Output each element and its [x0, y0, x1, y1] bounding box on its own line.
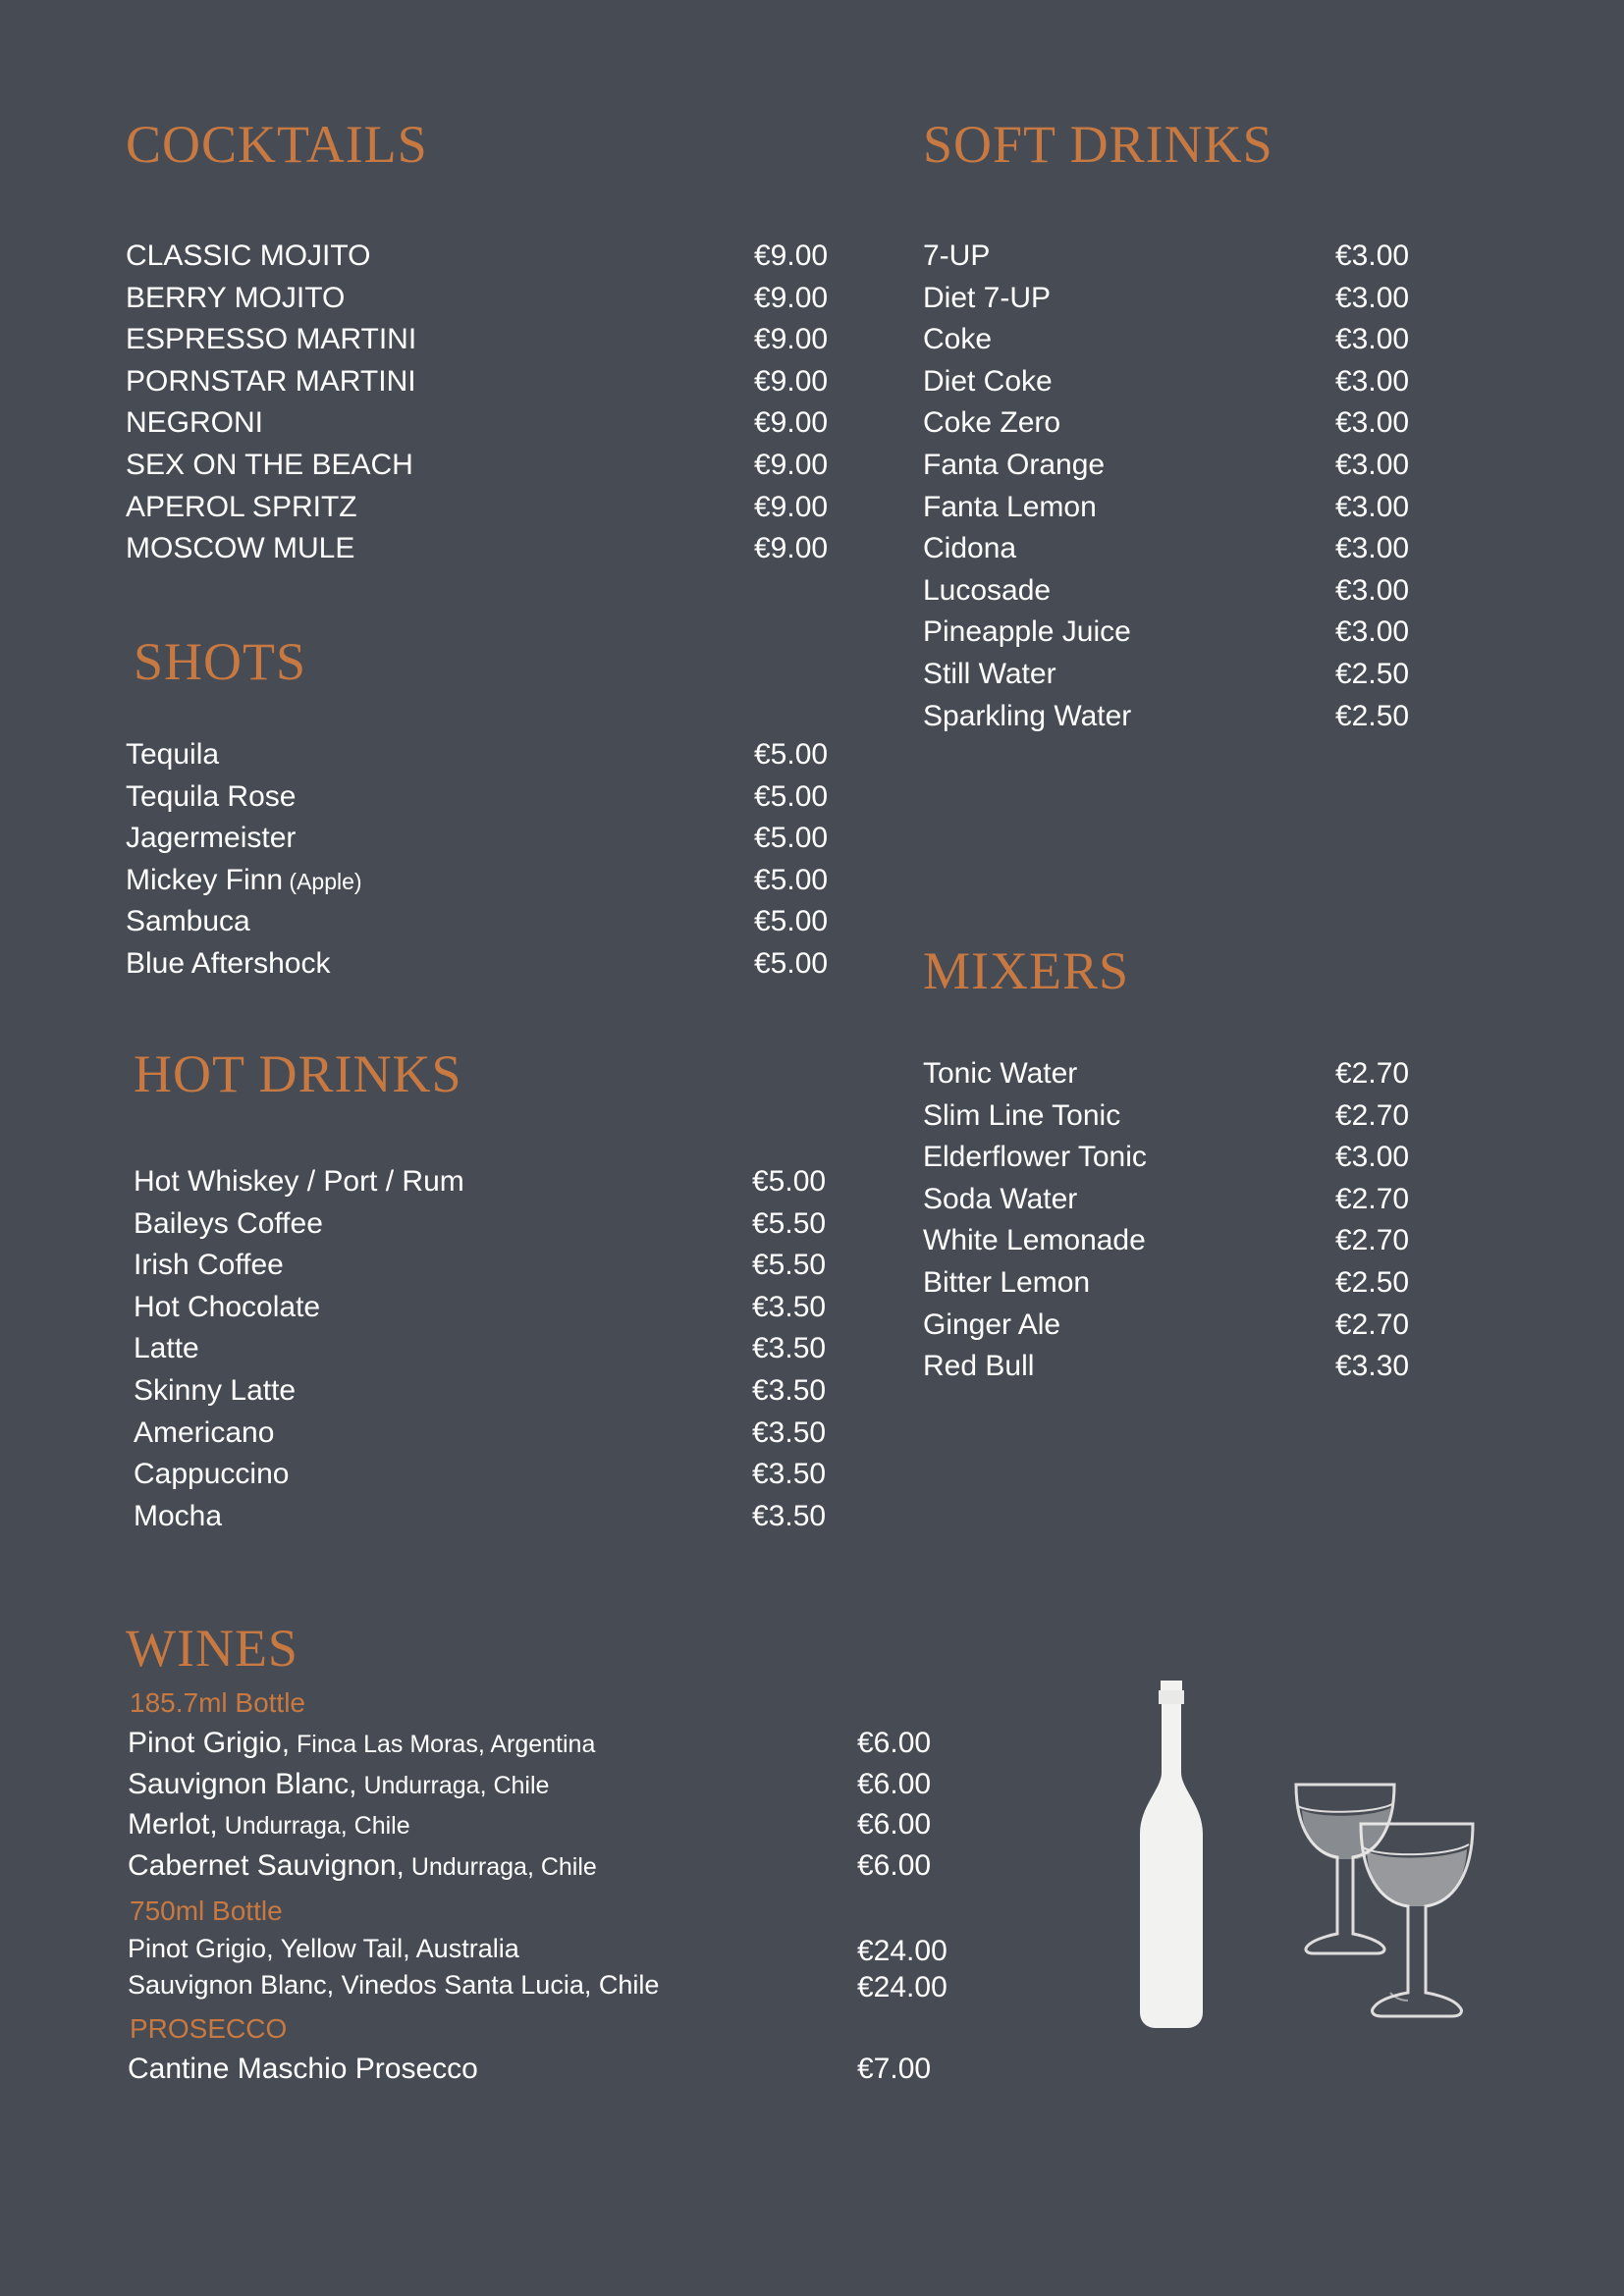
wine-item-row: [126, 1723, 990, 1763]
wines-group-heading: PROSECCO: [130, 2013, 288, 2045]
mixers-list: [923, 1053, 1434, 1388]
menu-item-price: €3.00: [1335, 323, 1410, 356]
menu-item-price: €3.50: [752, 1499, 827, 1532]
menu-item-row: [134, 1161, 827, 1203]
menu-item-price: €9.00: [754, 406, 829, 440]
wine-item-price: €24.00: [857, 1971, 947, 2004]
wine-item-row: [126, 2049, 990, 2089]
hot-drinks-list: [134, 1161, 827, 1537]
wine-item-name: Cabernet Sauvignon,: [128, 1848, 405, 1882]
menu-item-row: [134, 1413, 827, 1455]
menu-item-row: [923, 1262, 1434, 1305]
menu-item-name: MOSCOW MULE: [126, 532, 355, 565]
menu-item-name: Lucosade: [923, 573, 1052, 607]
menu-item-row: [923, 570, 1434, 613]
wine-item-name: Pinot Grigio, Yellow Tail, Australia: [128, 1933, 519, 1963]
menu-item-name: Red Bull: [923, 1350, 1035, 1383]
wine-item-price: €7.00: [857, 2053, 932, 2086]
section-title-wines: WINES: [126, 1619, 298, 1678]
menu-item-row: [126, 236, 829, 278]
menu-item-price: €9.00: [754, 490, 829, 523]
menu-item-name: Ginger Ale: [923, 1308, 1061, 1341]
wines-groups: [126, 1687, 990, 2089]
menu-item-price: €3.00: [1335, 532, 1410, 565]
menu-item-price: €5.00: [754, 822, 829, 855]
wines-section: [126, 1620, 990, 2090]
menu-item-name: Americano: [134, 1415, 275, 1449]
menu-item-price: €2.70: [1335, 1098, 1410, 1132]
menu-item-row: [923, 402, 1434, 445]
menu-item-row: [126, 528, 829, 570]
menu-item-price: €9.00: [754, 281, 829, 314]
menu-item-price: €3.00: [1335, 448, 1410, 481]
menu-item-name: Hot Whiskey / Port / Rum: [134, 1165, 464, 1198]
menu-item-name: Bitter Lemon: [923, 1265, 1091, 1299]
menu-item-name: APEROL SPRITZ: [126, 490, 357, 523]
menu-item-row: [134, 1245, 827, 1287]
menu-item-price: €3.50: [752, 1332, 827, 1365]
menu-item-name: SEX ON THE BEACH: [126, 448, 413, 481]
menu-item-row: [126, 487, 829, 529]
shots-list: [126, 734, 829, 986]
menu-item-row: [126, 776, 829, 819]
menu-item-name: Coke Zero: [923, 406, 1061, 440]
menu-item-row: [134, 1454, 827, 1496]
menu-item-row: [126, 445, 829, 487]
menu-item-price: €9.00: [754, 532, 829, 565]
menu-item-row: [923, 361, 1434, 403]
wine-item-name: Sauvignon Blanc, Vinedos Santa Lucia, Chile: [128, 1970, 660, 2001]
menu-item-name: PORNSTAR MARTINI: [126, 364, 416, 398]
menu-item-name: Skinny Latte: [134, 1373, 297, 1407]
menu-item-row: [923, 1053, 1434, 1095]
menu-item-price: €9.00: [754, 323, 829, 356]
menu-item-price: €2.50: [1335, 1265, 1410, 1299]
menu-item-name: Sparkling Water: [923, 699, 1132, 732]
menu-item-name: Latte: [134, 1332, 199, 1365]
menu-item-price: €3.00: [1335, 406, 1410, 440]
menu-item-row: [923, 1095, 1434, 1138]
section-title-cocktails: COCKTAILS: [126, 115, 428, 174]
menu-item-name: Soda Water: [923, 1182, 1078, 1215]
menu-item-name: Blue Aftershock: [126, 946, 331, 980]
menu-item-row: [126, 860, 829, 902]
menu-item-name: Irish Coffee: [134, 1249, 284, 1282]
menu-item-row: [923, 278, 1434, 320]
wine-item-name: Merlot,: [128, 1808, 218, 1842]
menu-item-price: €5.50: [752, 1206, 827, 1240]
wine-item-row: [126, 1967, 990, 2003]
menu-item-name: Tequila: [126, 738, 220, 771]
wine-item-description: Finca Las Moras, Argentina: [290, 1731, 596, 1759]
wine-item-name: Pinot Grigio,: [128, 1727, 291, 1760]
menu-item-name: White Lemonade: [923, 1224, 1146, 1257]
menu-item-price: €3.50: [752, 1373, 827, 1407]
menu-item-row: [923, 319, 1434, 361]
menu-item-price: €2.70: [1335, 1182, 1410, 1215]
menu-item-row: [134, 1287, 827, 1329]
section-title-hot-drinks: HOT DRINKS: [134, 1044, 462, 1103]
menu-item-row: [134, 1370, 827, 1413]
menu-item-row: [923, 1220, 1434, 1262]
menu-item-price: €3.00: [1335, 490, 1410, 523]
section-title-mixers: MIXERS: [923, 941, 1130, 1000]
wine-item-price: €6.00: [857, 1848, 932, 1882]
menu-item-name: Elderflower Tonic: [923, 1141, 1147, 1174]
wine-item-price: €6.00: [857, 1767, 932, 1800]
menu-item-row: [126, 278, 829, 320]
menu-item-row: [923, 654, 1434, 696]
soft-drinks-list: [923, 236, 1434, 737]
menu-item-name: BERRY MOJITO: [126, 281, 346, 314]
menu-item-name: NEGRONI: [126, 406, 264, 440]
wine-item-row: [126, 1804, 990, 1844]
menu-item-name: Diet Coke: [923, 364, 1053, 398]
menu-item-note: (Apple): [283, 868, 362, 894]
menu-item-row: [126, 361, 829, 403]
menu-item-name: Still Water: [923, 657, 1056, 690]
menu-item-name: Diet 7-UP: [923, 281, 1052, 314]
menu-item-row: [134, 1496, 827, 1538]
menu-item-row: [923, 445, 1434, 487]
wines-group-heading: 750ml Bottle: [130, 1895, 283, 1926]
menu-item-price: €3.00: [1335, 573, 1410, 607]
menu-item-row: [923, 1179, 1434, 1221]
menu-item-row: [126, 901, 829, 943]
menu-item-price: €2.50: [1335, 657, 1410, 690]
menu-item-row: [923, 612, 1434, 654]
menu-item-price: €9.00: [754, 364, 829, 398]
menu-item-row: [923, 236, 1434, 278]
wine-item-description: Undurraga, Chile: [404, 1852, 597, 1881]
menu-item-name: Cidona: [923, 532, 1017, 565]
menu-item-row: [126, 319, 829, 361]
menu-item-name: Fanta Orange: [923, 448, 1106, 481]
menu-item-price: €3.50: [752, 1415, 827, 1449]
menu-item-row: [923, 1137, 1434, 1179]
menu-item-price: €5.00: [754, 905, 829, 938]
wine-item-description: Undurraga, Chile: [356, 1771, 550, 1799]
menu-item-price: €3.00: [1335, 1141, 1410, 1174]
menu-item-price: €2.70: [1335, 1057, 1410, 1090]
menu-item-row: [923, 1305, 1434, 1347]
menu-item-row: [923, 487, 1434, 529]
menu-item-price: €5.00: [754, 863, 829, 896]
wines-group-heading: 185.7ml Bottle: [130, 1687, 305, 1719]
wine-item-description: Undurraga, Chile: [217, 1812, 410, 1841]
cocktails-list: [126, 236, 829, 570]
wine-item-price: €6.00: [857, 1727, 932, 1760]
menu-item-name: Coke: [923, 323, 993, 356]
menu-item-price: €3.00: [1335, 281, 1410, 314]
menu-item-price: €2.70: [1335, 1308, 1410, 1341]
menu-item-row: [126, 943, 829, 986]
menu-item-price: €9.00: [754, 448, 829, 481]
menu-item-name: Sambuca: [126, 905, 250, 938]
menu-item-price: €5.00: [752, 1165, 827, 1198]
menu-item-name: ESPRESSO MARTINI: [126, 323, 417, 356]
menu-item-name: Hot Chocolate: [134, 1290, 321, 1323]
menu-item-name: Cappuccino: [134, 1458, 290, 1491]
section-title-shots: SHOTS: [134, 632, 307, 691]
menu-item-row: [923, 528, 1434, 570]
wine-item-name: Cantine Maschio Prosecco: [128, 2053, 478, 2086]
menu-item-row: [134, 1328, 827, 1370]
menu-item-name: CLASSIC MOJITO: [126, 240, 371, 272]
menu-item-price: €3.00: [1335, 240, 1410, 272]
menu-item-name: Tonic Water: [923, 1057, 1078, 1090]
menu-item-price: €3.30: [1335, 1350, 1410, 1383]
wine-item-price: €24.00: [857, 1934, 947, 1967]
menu-item-row: [923, 696, 1434, 738]
menu-item-row: [126, 734, 829, 776]
menu-item-row: [134, 1203, 827, 1246]
menu-item-name: Tequila Rose: [126, 779, 297, 813]
wine-item-row: [126, 1845, 990, 1886]
menu-item-row: [126, 402, 829, 445]
menu-item-name: Mocha: [134, 1499, 223, 1532]
menu-item-price: €5.00: [754, 946, 829, 980]
menu-item-price: €5.50: [752, 1249, 827, 1282]
menu-item-row: [923, 1346, 1434, 1388]
menu-item-price: €9.00: [754, 240, 829, 272]
menu-item-name: Pineapple Juice: [923, 615, 1131, 649]
menu-item-price: €2.50: [1335, 699, 1410, 732]
menu-item-name: Fanta Lemon: [923, 490, 1097, 523]
menu-item-price: €5.00: [754, 779, 829, 813]
wine-item-name: Sauvignon Blanc,: [128, 1767, 357, 1800]
wine-item-row: [126, 1931, 990, 1967]
menu-item-price: €3.00: [1335, 615, 1410, 649]
menu-item-price: €2.70: [1335, 1224, 1410, 1257]
menu-item-name: Slim Line Tonic: [923, 1098, 1121, 1132]
wine-bottle-and-glasses-illustration: [1110, 1659, 1522, 2169]
wine-item-price: €6.00: [857, 1808, 932, 1842]
menu-item-price: €3.00: [1335, 364, 1410, 398]
menu-item-name: Baileys Coffee: [134, 1206, 323, 1240]
menu-item-row: [126, 818, 829, 860]
section-title-soft-drinks: SOFT DRINKS: [923, 115, 1273, 174]
menu-item-price: €3.50: [752, 1458, 827, 1491]
menu-item-name: Jagermeister: [126, 822, 297, 855]
menu-item-name: 7-UP: [923, 240, 991, 272]
menu-item-price: €3.50: [752, 1290, 827, 1323]
menu-item-price: €5.00: [754, 738, 829, 771]
menu-item-name: Mickey Finn (Apple): [126, 863, 362, 896]
wine-item-row: [126, 1764, 990, 1804]
